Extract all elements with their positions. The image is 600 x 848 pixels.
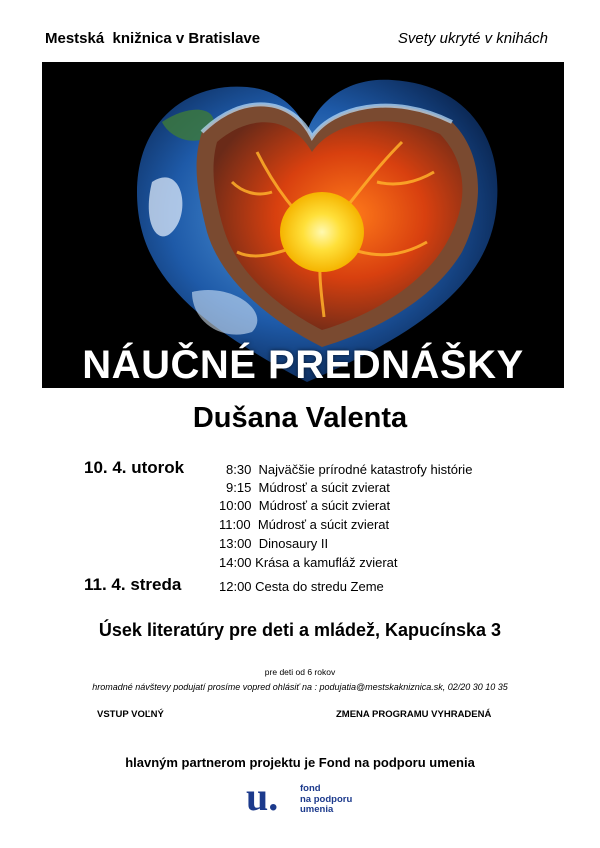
schedule-slot [219,579,384,594]
free-entry-note: VSTUP VOĽNÝ [97,709,164,720]
tagline: Svety ukryté v knihách [397,30,548,47]
poster-title: NÁUČNÉ PREDNÁŠKY [82,343,524,387]
logo-line: fond [300,783,321,794]
slot-topic: Cesta do stredu Zeme [255,579,384,594]
fond-logo-icon [246,776,296,820]
fond-logo-text [300,784,352,816]
slot-time: 13:00 [219,536,252,551]
schedule-slot [219,498,390,513]
slot-topic: Múdrosť a súcit zvierat [257,517,390,532]
slot-time: 8:30 [226,462,252,477]
slot-time: 12:00 [219,579,252,594]
slot-topic: Krása a kamufláž zvierat [255,555,398,570]
lecturer-name: Dušana Valenta [192,402,408,434]
group-visits-note: hromadné návštevy podujatí prosíme vopred ohlásiť na : podujatia@mestskakniznica.sk, 02/20 30 10 35 [92,682,508,692]
venue: Úsek literatúry pre deti a mládež, Kapucínska 3 [98,620,502,640]
library-name: Mestská knižnica v Bratislave [45,30,261,47]
schedule-slot [219,555,398,570]
schedule-day: 11. 4. streda [84,575,182,594]
schedule-slot [219,517,389,532]
logo-line: umenia [300,804,334,815]
slot-topic: Dinosaury II [258,536,329,551]
slot-time: 10:00 [219,498,252,513]
schedule-day: 10. 4. utorok [84,458,185,477]
slot-time: 14:00 [219,555,252,570]
slot-topic: Múdrosť a súcit zvierat [258,498,391,513]
slot-topic: Múdrosť a súcit zvierat [258,480,390,495]
slot-time: 9:15 [226,480,252,495]
logo-line: na podporu [300,793,353,805]
hero-image-earth-heart [42,62,564,388]
program-change-note: ZMENA PROGRAMU VYHRADENÁ [336,709,492,720]
partner-statement: hlavným partnerom projektu je Fond na podporu umenia [125,755,475,770]
age-note: pre deti od 6 rokov [264,667,336,677]
schedule-slot [219,536,328,551]
slot-time: 11:00 [219,517,251,532]
schedule-slot [226,462,472,477]
schedule-slot [226,480,390,495]
logo-mark: u. [246,776,279,819]
slot-topic: Najväčšie prírodné katastrofy histórie [258,462,473,477]
